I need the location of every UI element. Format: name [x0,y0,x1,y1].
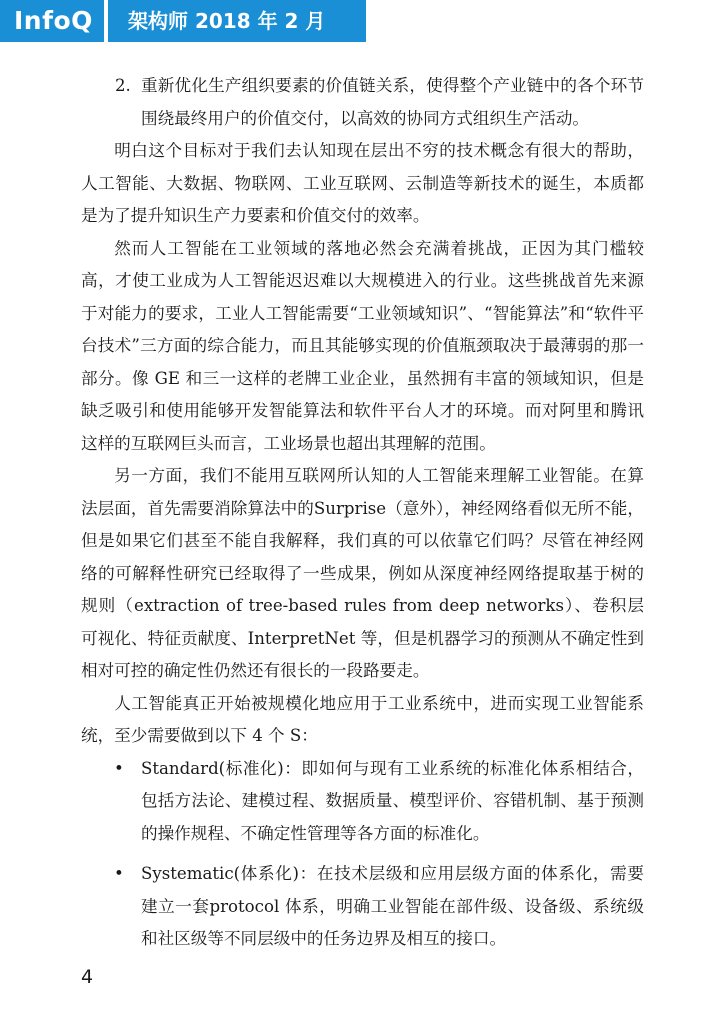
list-number: 2. [115,76,131,95]
paragraph: 人工智能真正开始被规模化地应用于工业系统中，进而实现工业智能系统，至少需要做到以下 4 个 S： [81,693,644,745]
paragraph: 明白这个目标对于我们去认知现在层出不穷的技术概念有很大的帮助，人工智能、大数据、物联网、工业互联网、云制造等新技术的诞生，本质都是为了提升知识生产力要素和价值交付的效率。 [81,141,644,225]
page-header [0,0,725,42]
bullet-text: Standard(标准化)：即如何与现有工业系统的标准化体系相结合，包括方法论、建模过程、数据质量、模型评价、容错机制、基于预测的操作规程、不确定性管理等各方面的标准化。 [141,758,644,843]
bullet-item [81,858,644,956]
bullet-text: Systematic(体系化)：在技术层级和应用层级方面的体系化，需要建立一套protocol 体系，明确工业智能在部件级、设备级、系统级和社区级等不同层级中的任务边界及相互的接口。 [141,864,644,948]
paragraph: 另一方面，我们不能用互联网所认知的人工智能来理解工业智能。在算法层面，首先需要消除算法中的Surprise（意外），神经网络看似无所不能，但是如果它们甚至不能自我解释，我们真的可以依靠它们吗？尽管在神经网络的可解释性研究已经取得了一些成果，例如从深度神经网络提取基于树的规则（extraction of tree-based rules from deep networks）、卷积层可视化、特征贡献度、InterpretNet 等，但是机器学习的预测从不确定性到相对可控的确定性仍然还有很长的一段路要走。 [81,466,644,680]
infoq-logo: InfoQ [0,0,104,42]
list-item-text: 重新优化生产组织要素的价值链关系，使得整个产业链中的各个环节围绕最终用户的价值交付，以高效的协同方式组织生产活动。 [141,76,644,128]
issue-title: 架构师 2018 年 2 月 [108,0,366,42]
bullet-icon: • [114,864,124,883]
bullet-icon: • [114,758,124,778]
bullet-list [81,753,644,956]
bullet-item [81,753,644,851]
article-body [81,70,644,964]
numbered-list-item [81,70,644,135]
page-number: 4 [81,966,94,988]
paragraph: 然而人工智能在工业领域的落地必然会充满着挑战，正因为其门槛较高，才使工业成为人工智能迟迟难以大规模进入的行业。这些挑战首先来源于对能力的要求，工业人工智能需要“工业领域知识”、“智能算法”和“软件平台技术”三方面的综合能力，而且其能够实现的价值瓶颈取决于最薄弱的那一部分。像 GE 和三一这样的老牌工业企业，虽然拥有丰富的领域知识，但是缺乏吸引和使用能够开发智能算法和软件平台人才的环境。而对阿里和腾讯这样的互联网巨头而言，工业场景也超出其理解的范围。 [81,238,644,453]
